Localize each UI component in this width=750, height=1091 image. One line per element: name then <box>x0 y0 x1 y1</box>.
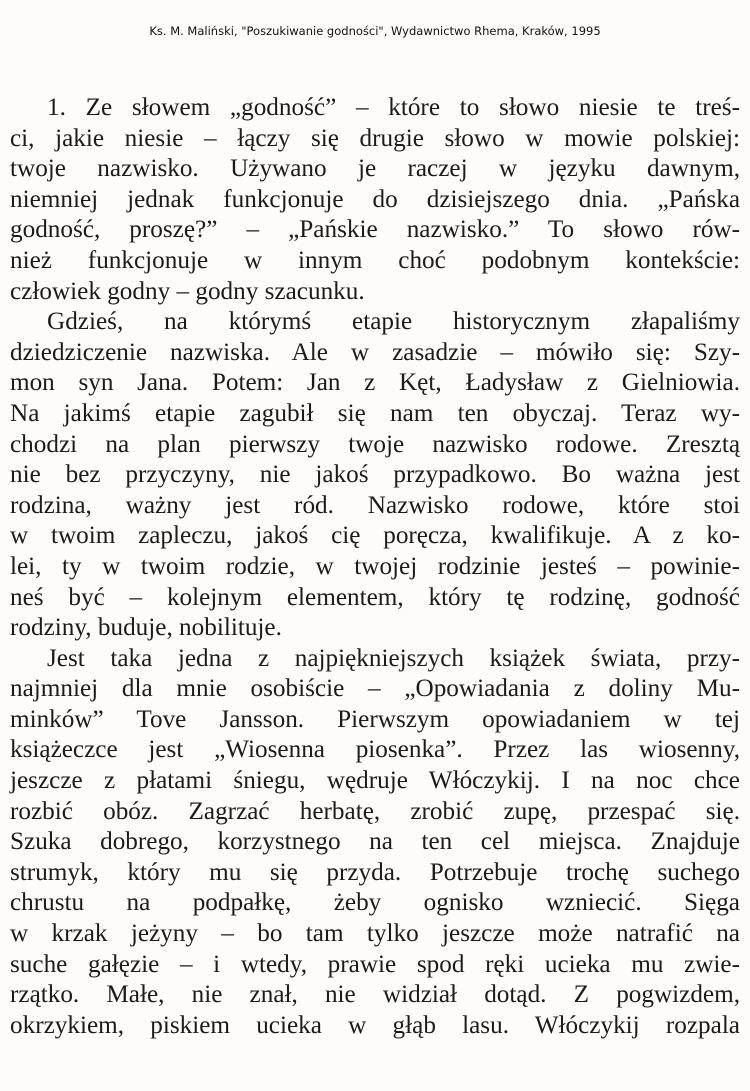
text-line: twoje nazwisko. Używano je raczej w języku dawnym, <box>10 155 740 183</box>
body-text <box>10 93 740 1041</box>
text-line: człowiek godny – godny szacunku. <box>10 277 365 305</box>
text-line: nież funkcjonuje w innym choć podobnym kontekście: <box>10 246 740 274</box>
text-line: chrustu na podpałkę, żeby ognisko wzniecić. Sięga <box>10 889 740 917</box>
text-line: niemniej jednak funkcjonuje do dzisiejszego dnia. „Pańska <box>10 185 740 213</box>
text-line: mon syn Jana. Potem: Jan z Kęt, Ładysław z Gielniowia. <box>10 369 740 397</box>
text-line: Gdzieś, na którymś etapie historycznym złapaliśmy <box>47 308 740 336</box>
text-line: chodzi na plan pierwszy twoje nazwisko rodowe. Zresztą <box>10 430 740 458</box>
text-line: okrzykiem, piskiem ucieka w głąb lasu. Włóczykij rozpala <box>10 1011 740 1039</box>
text-line: minków” Tove Jansson. Pierwszym opowiadaniem w tej <box>10 705 740 733</box>
text-line: nie bez przyczyny, nie jakoś przypadkowo. Bo ważna jest <box>10 461 740 489</box>
citation-header: Ks. M. Maliński, "Poszukiwanie godności", Wydawnictwo Rhema, Kraków, 1995 <box>149 24 601 38</box>
text-line: rzątko. Małe, nie znał, nie widział dotąd. Z pogwizdem, <box>10 981 740 1009</box>
text-line: strumyk, który mu się przyda. Potrzebuje trochę suchego <box>10 858 740 886</box>
text-line: lei, ty w twoim rodzie, w twojej rodzinie jesteś – powinie- <box>10 552 740 580</box>
text-line: Na jakimś etapie zagubił się nam ten obyczaj. Teraz wy- <box>10 399 740 427</box>
text-line: neś być – kolejnym elementem, który tę rodzinę, godność <box>10 583 740 611</box>
text-line: rozbić obóz. Zagrzać herbatę, zrobić zupę, przespać się. <box>10 797 740 825</box>
text-line: 1. Ze słowem „godność” – które to słowo niesie te treś- <box>47 94 740 121</box>
text-line: rodzina, ważny jest ród. Nazwisko rodowe, które stoi <box>10 491 740 519</box>
text-line: dziedziczenie nazwiska. Ale w zasadzie – mówiło się: Szy- <box>10 338 740 366</box>
text-line: Szuka dobrego, korzystnego na ten cel miejsca. Znajduje <box>10 828 740 856</box>
text-line: Jest taka jedna z najpiękniejszych książek świata, przy- <box>47 644 740 672</box>
text-line: godność, proszę?” – „Pańskie nazwisko.” To słowo rów- <box>10 216 740 244</box>
text-line: w twoim zapleczu, jakoś cię poręcza, kwalifikuje. A z ko- <box>10 522 740 550</box>
text-line: najmniej dla mnie osobiście – „Opowiadania z doliny Mu- <box>10 675 740 703</box>
text-line: ci, jakie niesie – łączy się drugie słowo w mowie polskiej: <box>10 124 740 152</box>
text-line: w krzak jeżyny – bo tam tylko jeszcze może natrafić na <box>10 920 740 948</box>
text-line: książeczce jest „Wiosenna piosenka”. Przez las wiosenny, <box>10 736 740 764</box>
text-line: suche gałęzie – i wtedy, prawie spod ręki ucieka mu zwie- <box>10 950 740 978</box>
text-line: jeszcze z płatami śniegu, wędruje Włóczykij. I na noc chce <box>10 767 740 795</box>
text-line: rodziny, buduje, nobilituje. <box>10 614 282 642</box>
